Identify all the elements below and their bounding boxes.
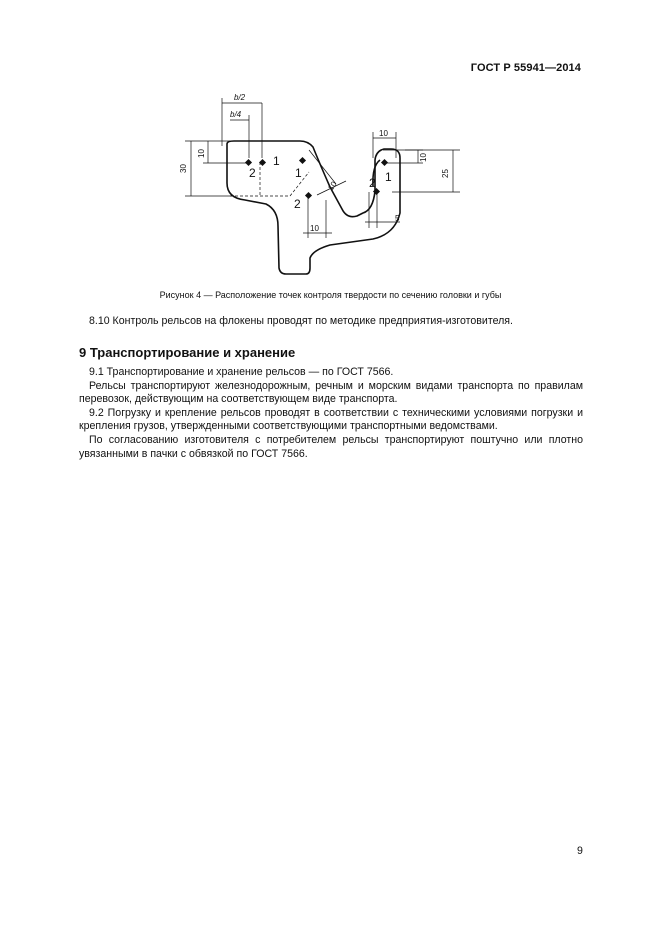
label-1c: 1 xyxy=(385,170,392,184)
dim-10c: 10 xyxy=(310,224,319,233)
dim-10a: 10 xyxy=(197,149,206,158)
label-2a: 2 xyxy=(249,166,256,180)
dim-5: 5 xyxy=(395,214,400,223)
rail-profile-outline xyxy=(227,141,400,274)
section-9-body xyxy=(79,366,583,461)
figure-caption: Рисунок 4 — Расположение точек контроля твердости по сечению головки и губы xyxy=(159,290,502,300)
dim-10d: 10 xyxy=(379,129,388,138)
dim-10e: 10 xyxy=(419,153,428,162)
label-2b: 2 xyxy=(294,197,301,211)
rail-profile-drawing xyxy=(170,88,470,278)
paragraph: 9.1 Транспортирование и хранение рельсов — по ГОСТ 7566. xyxy=(89,366,394,378)
dim-b4: b/4 xyxy=(230,110,242,119)
paragraph: По согласованию изготовителя с потребителем рельсы транспортируют поштучно или плотно увязанными в пачки с обвязкой по ГОСТ 7566. xyxy=(79,433,583,460)
point-2b xyxy=(305,192,312,199)
document-id: ГОСТ Р 55941—2014 xyxy=(470,62,581,74)
point-2a xyxy=(245,159,252,166)
paragraph: Рельсы транспортируют железнодорожным, речным и морским видами транспорта по правилам перевозок, действующим на соответствующем виде транспорта. xyxy=(79,379,583,406)
label-1b: 1 xyxy=(295,166,302,180)
dim-25: 25 xyxy=(441,169,450,178)
label-2c: 2 xyxy=(369,176,376,190)
rail-profile-figure xyxy=(170,88,470,278)
dim-b2: b/2 xyxy=(234,93,246,102)
section-8-10: 8.10 Контроль рельсов на флокены проводят по методике предприятия-изготовителя. xyxy=(89,315,513,327)
dim-30: 30 xyxy=(179,164,188,173)
point-1c xyxy=(381,159,388,166)
point-1b xyxy=(299,157,306,164)
paragraph: 9.2 Погрузку и крепление рельсов проводят в соответствии с техническими условиями погрузки и крепления грузов, утвержденными соответствующими транспортными ведомствами. xyxy=(79,406,583,433)
section-9-heading: 9 Транспортирование и хранение xyxy=(79,345,296,360)
page-number: 9 xyxy=(577,845,583,857)
label-1a: 1 xyxy=(273,154,280,168)
dim-10b: 10 xyxy=(326,179,339,193)
